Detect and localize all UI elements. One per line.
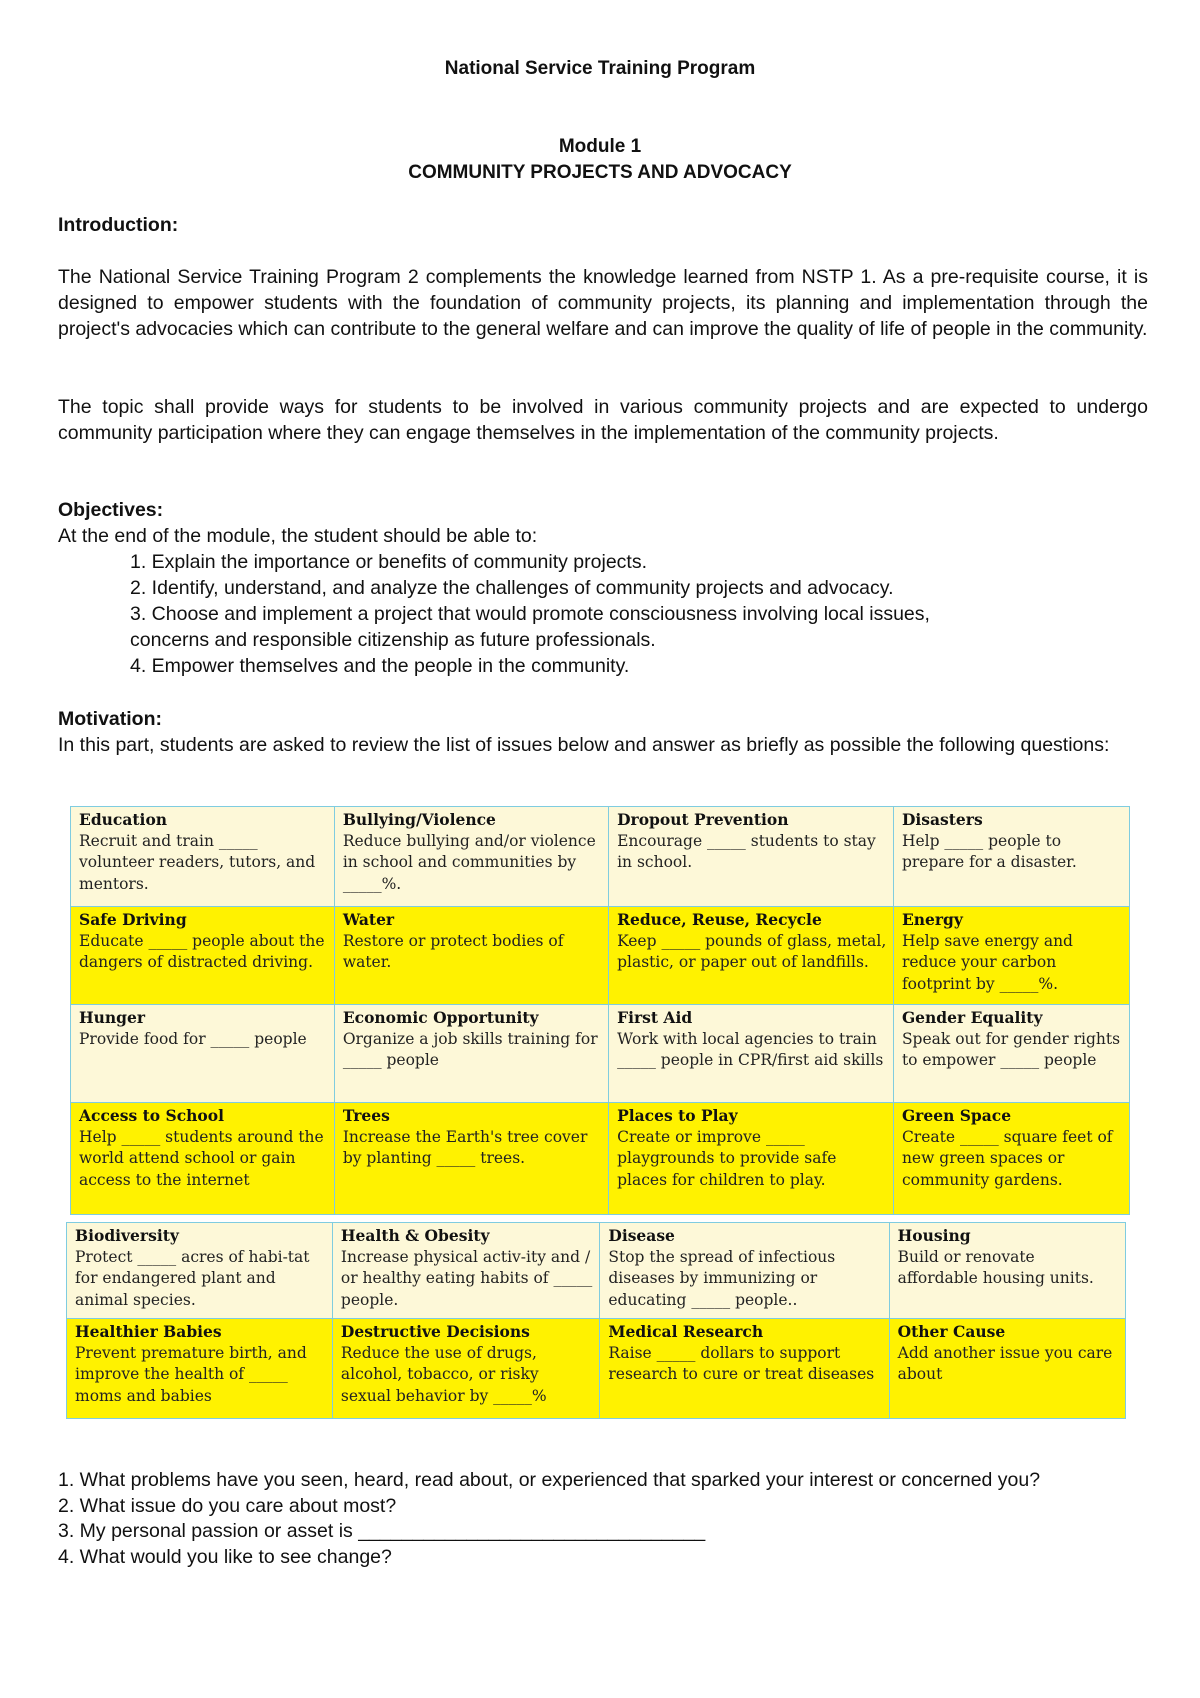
issues-row	[71, 807, 1130, 907]
issue-card	[332, 1223, 599, 1319]
issue-description: Keep _____ pounds of glass, metal, plastic, or paper out of landfills.	[617, 931, 887, 971]
module-name: COMMUNITY PROJECTS AND ADVOCACY	[408, 162, 792, 183]
issue-card	[71, 1005, 335, 1103]
issue-title: Dropout Prevention	[617, 810, 789, 829]
issue-description: Increase the Earth's tree cover by planting _____ trees.	[342, 1127, 588, 1167]
issue-title: Economic Opportunity	[342, 1008, 539, 1027]
objectives-list	[58, 549, 1148, 679]
issue-card	[71, 807, 335, 907]
motivation-section	[58, 706, 1148, 758]
issue-title: Medical Research	[608, 1322, 764, 1341]
issues-grid-top	[70, 806, 1130, 1215]
issue-card	[334, 907, 608, 1005]
issue-card	[893, 1103, 1129, 1215]
question-item: 4. What would you like to see change?	[58, 1545, 392, 1568]
issue-card	[67, 1319, 333, 1419]
issue-title: Education	[79, 810, 168, 829]
issue-title: Health & Obesity	[340, 1226, 490, 1245]
objective-item: 4. Empower themselves and the people in the community.	[130, 655, 630, 677]
issue-title: Green Space	[901, 1106, 1012, 1125]
issue-title: Housing	[897, 1226, 971, 1245]
issue-title: Trees	[342, 1106, 390, 1125]
issues-row	[67, 1319, 1126, 1419]
objective-item: concerns and responsible citizenship as future professionals.	[130, 629, 656, 651]
issue-card	[334, 807, 608, 907]
issue-title: Hunger	[79, 1008, 146, 1027]
questions-list	[58, 1468, 1168, 1570]
issue-card	[600, 1319, 889, 1419]
issue-description: Create _____ square feet of new green spaces or community gardens.	[901, 1127, 1113, 1189]
issue-card	[609, 1005, 894, 1103]
objective-item: 2. Identify, understand, and analyze the challenges of community projects and advocacy.	[130, 577, 894, 599]
issue-card	[893, 907, 1129, 1005]
issue-description: Add another issue you care about	[897, 1343, 1113, 1383]
objectives-lead: At the end of the module, the student should be able to:	[58, 525, 538, 547]
issues-grid-bottom	[66, 1222, 1126, 1419]
issue-description: Speak out for gender rights to empower _____ people	[901, 1029, 1121, 1069]
issue-description: Educate _____ people about the dangers of distracted driving.	[79, 931, 325, 971]
issue-description: Create or improve _____ playgrounds to provide safe places for children to play.	[617, 1127, 837, 1189]
issue-description: Help _____ students around the world attend school or gain access to the internet	[79, 1127, 324, 1189]
issue-title: Water	[342, 910, 395, 929]
issue-title: Reduce, Reuse, Recycle	[617, 910, 822, 929]
issue-card	[71, 1103, 335, 1215]
issue-description: Prevent premature birth, and improve the health of _____ moms and babies	[75, 1343, 307, 1405]
issue-title: Destructive Decisions	[340, 1322, 530, 1341]
issue-title: Access to School	[79, 1106, 224, 1125]
issue-description: Stop the spread of infectious diseases by immunizing or educating _____ people..	[608, 1247, 836, 1309]
motivation-heading: Motivation:	[58, 708, 162, 730]
question-item: 1. What problems have you seen, heard, read about, or experienced that sparked your interest or concerned you?	[58, 1469, 1041, 1491]
issue-description: Raise _____ dollars to support research to cure or treat diseases	[608, 1343, 875, 1383]
issue-card	[893, 807, 1129, 907]
issue-description: Work with local agencies to train _____ people in CPR/first aid skills	[617, 1029, 884, 1069]
issue-description: Help save energy and reduce your carbon footprint by _____%.	[901, 931, 1073, 993]
issues-row	[71, 1103, 1130, 1215]
issue-card	[889, 1223, 1125, 1319]
objective-item: 3. Choose and implement a project that would promote consciousness involving local issues,	[130, 603, 930, 625]
introduction-paragraph-1: The National Service Training Program 2 complements the knowledge learned from NSTP 1. As a pre-requisite course, it is designed to empower students with the foundation of community projects, its planning and implementation through the project's advocacies which can contribute to the general welfare and can improve the quality of life of people in the community.	[58, 266, 1148, 340]
issue-title: Healthier Babies	[75, 1322, 222, 1341]
issue-card	[600, 1223, 889, 1319]
objectives-section	[58, 497, 1148, 679]
issues-row	[71, 1005, 1130, 1103]
issue-description: Recruit and train _____ volunteer readers, tutors, and mentors.	[79, 831, 316, 893]
objective-item: 1. Explain the importance or benefits of community projects.	[130, 551, 647, 573]
issue-title: Gender Equality	[901, 1008, 1043, 1027]
issue-card	[609, 907, 894, 1005]
issue-description: Encourage _____ students to stay in school.	[617, 831, 876, 871]
issue-card	[893, 1005, 1129, 1103]
issue-description: Protect _____ acres of habi-tat for endangered plant and animal species.	[75, 1247, 310, 1309]
module-number: Module 1	[558, 136, 642, 157]
issue-title: Places to Play	[617, 1106, 738, 1125]
issue-card	[334, 1005, 608, 1103]
question-item: 3. My personal passion or asset is ________________________________	[58, 1520, 706, 1542]
question-item: 2. What issue do you care about most?	[58, 1494, 397, 1517]
issue-card	[609, 807, 894, 907]
issue-title: First Aid	[617, 1008, 693, 1027]
issue-title: Energy	[901, 910, 963, 929]
issue-description: Provide food for _____ people	[79, 1029, 307, 1048]
issue-title: Bullying/Violence	[342, 810, 496, 829]
issue-card	[332, 1319, 599, 1419]
issue-description: Reduce bullying and/or violence in school and communities by _____%.	[342, 831, 596, 893]
issue-title: Safe Driving	[79, 910, 187, 929]
issue-title: Other Cause	[897, 1322, 1006, 1341]
issue-card	[334, 1103, 608, 1215]
issue-card	[67, 1223, 333, 1319]
program-title: National Service Training Program	[444, 58, 756, 79]
issue-description: Reduce the use of drugs, alcohol, tobacco, or risky sexual behavior by _____%	[340, 1343, 547, 1405]
issue-card	[71, 907, 335, 1005]
introduction-paragraph-2: The topic shall provide ways for students to be involved in various community projects and are expected to undergo community participation where they can engage themselves in the implementation of the community projects.	[58, 396, 1148, 444]
issue-description: Help _____ people to prepare for a disaster.	[901, 831, 1077, 871]
issues-row	[67, 1223, 1126, 1319]
issue-description: Build or renovate affordable housing units.	[897, 1247, 1094, 1287]
issues-row	[71, 907, 1130, 1005]
issue-title: Disease	[608, 1226, 675, 1245]
issue-description: Organize a job skills training for _____ people	[342, 1029, 598, 1069]
issue-description: Increase physical activ-ity and / or healthy eating habits of _____ people.	[340, 1247, 593, 1309]
introduction-heading: Introduction:	[58, 214, 179, 236]
objectives-heading: Objectives:	[58, 499, 164, 521]
issue-card	[889, 1319, 1125, 1419]
issue-title: Biodiversity	[75, 1226, 179, 1245]
issue-description: Restore or protect bodies of water.	[342, 931, 564, 971]
issue-title: Disasters	[901, 810, 983, 829]
motivation-lead: In this part, students are asked to review the list of issues below and answer as briefly as possible the following questions:	[58, 734, 1110, 756]
issue-card	[609, 1103, 894, 1215]
